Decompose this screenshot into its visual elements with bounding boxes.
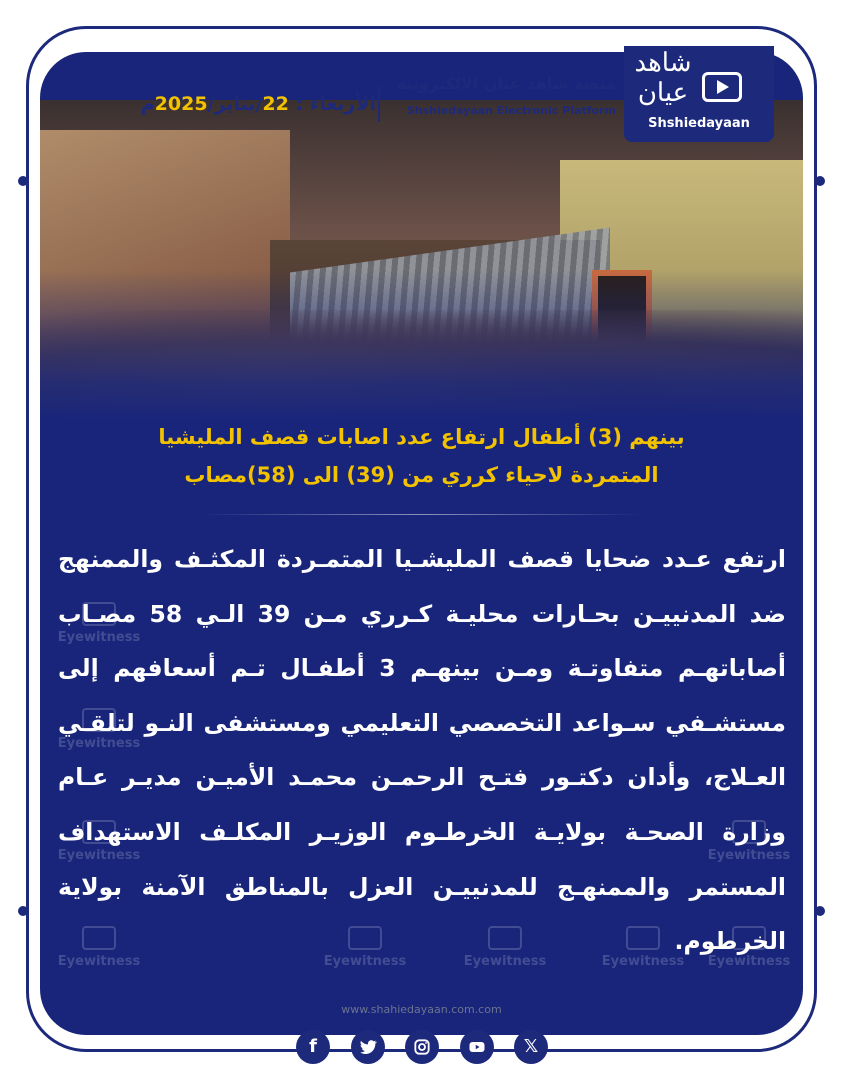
platform-name-en: Shshiedayaan Electronic Platform [406, 104, 616, 117]
x-icon[interactable]: 𝕏 [514, 1030, 548, 1064]
eyewitness-watermark: Eyewitness [450, 918, 560, 978]
headline-divider [200, 514, 643, 515]
youtube-icon[interactable] [460, 1030, 494, 1064]
logo-arabic-text: شاهد عيان [634, 48, 692, 108]
social-links [296, 1030, 548, 1066]
eyewitness-watermark: Eyewitness [694, 918, 804, 978]
destroyed-house-photo [40, 100, 803, 420]
headline-line-1: بينهم (3) أطفال ارتفاع عدد اصابات قصف المليشيا [158, 425, 685, 449]
header-bar [86, 48, 776, 131]
side-dot [815, 176, 825, 186]
tv-play-icon [702, 72, 742, 102]
headline-line-2: المتمردة لاحياء كرري من (39) الى (58)مصاب [184, 463, 659, 487]
brand-logo [624, 46, 774, 142]
eyewitness-watermark: Eyewitness [44, 594, 154, 654]
eyewitness-watermark: Eyewitness [588, 918, 698, 978]
eyewitness-watermark: Eyewitness [44, 918, 154, 978]
post-date: الأربعاء : 22/يناير/2025م [140, 93, 376, 115]
eyewitness-watermark: Eyewitness [44, 812, 154, 872]
platform-name-ar: منصة شاهد عيان الالكترونية [396, 74, 616, 93]
side-dot [18, 906, 28, 916]
instagram-icon[interactable] [405, 1030, 439, 1064]
eyewitness-watermark: Eyewitness [694, 812, 804, 872]
website-url[interactable]: www.shahiedayaan.com.com [341, 1003, 502, 1016]
side-dot [18, 176, 28, 186]
logo-name: Shshiedayaan [648, 116, 750, 131]
side-dot [815, 906, 825, 916]
eyewitness-watermark: Eyewitness [310, 918, 420, 978]
facebook-icon[interactable]: f [296, 1030, 330, 1064]
eyewitness-watermark: Eyewitness [44, 700, 154, 760]
twitter-icon[interactable] [351, 1030, 385, 1064]
headline [80, 418, 763, 498]
article-body: ارتفع عـدد ضحايا قصف المليشـيا المتمـردة المكثـف والممنهج ضد المدنييـن بحـارات محليـة كـرري مـن 39 الـي 58 مصـاب أصاباتهـم متفاوتـة ومـن بينهـم 3 أطفـال تـم أسعافهم إلى مستشـفي سـواعد التخصصي التعليمي ومستشفى النـو لتلقـي العـلاج، وأدان دكتـور فتـح الرحمـن محمـد الأميـن مديـر عـام وزارة الصحـة بولايـة الخرطـوم الوزيـر المكلـف الاستهداف المستمر والممنهـج للمدنييـن العزل بالمناطق الآمنة بولاية الخرطوم. [58, 545, 786, 956]
